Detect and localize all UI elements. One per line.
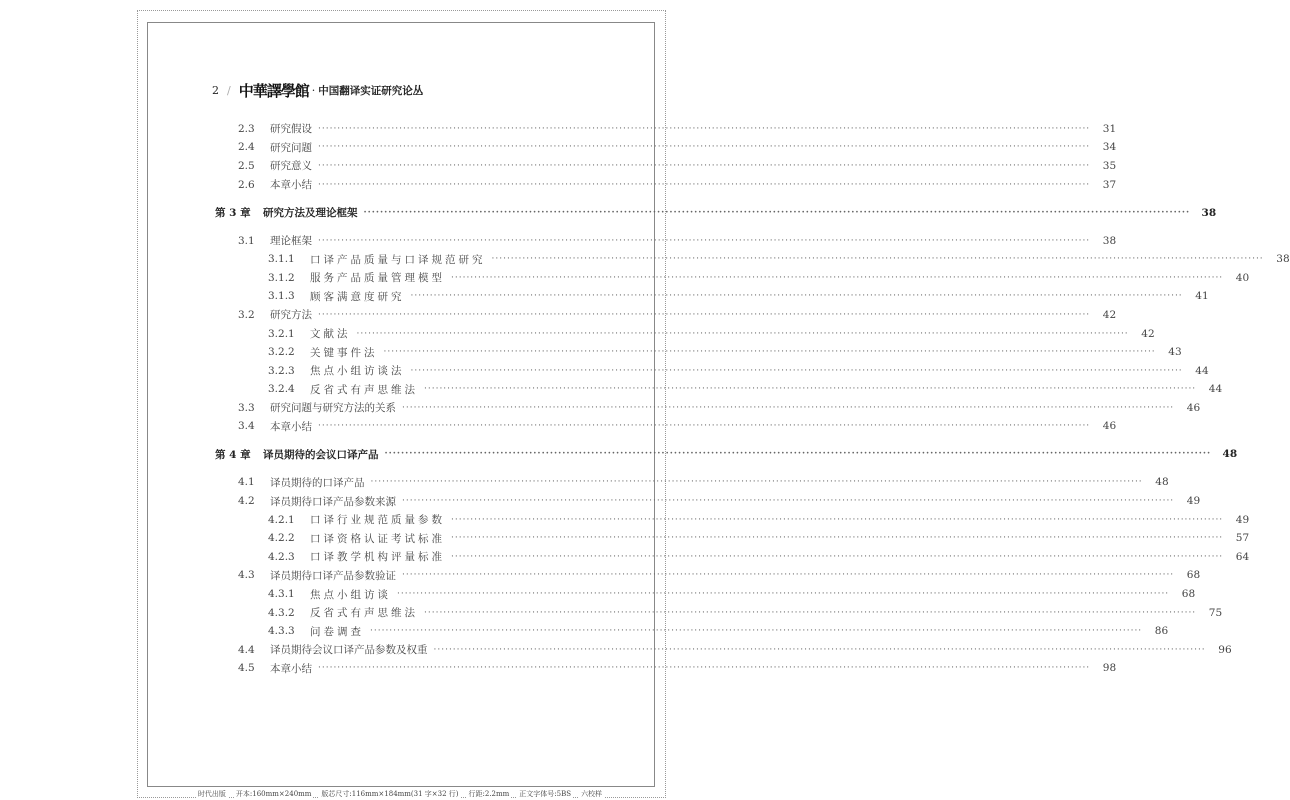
entry-title: 研究意义 (270, 160, 312, 173)
entry-page: 48 (1222, 448, 1238, 461)
entry-page: 31 (1102, 122, 1117, 135)
entry-page: 34 (1102, 141, 1117, 154)
toc-chapter[interactable] (0, 445, 1238, 464)
toc-entry[interactable] (0, 231, 1117, 250)
entry-title: 关键事件法 (310, 346, 378, 359)
footer-spec: 正文字体号:5BS (519, 790, 572, 798)
entry-number: 4.3 (238, 569, 255, 582)
footer-spec: 开本:160mm×240mm (235, 790, 312, 798)
dot-leader: ········································································································································································································ (318, 235, 1091, 246)
dot-leader: ········································································································································································································ (397, 589, 1170, 600)
toc-entry[interactable] (0, 287, 1209, 306)
entry-page: 49 (1235, 513, 1250, 526)
proof-footer (0, 789, 800, 799)
entry-number: 3.1.2 (268, 271, 295, 284)
entry-number: 2.4 (238, 141, 255, 154)
entry-page: 42 (1141, 327, 1155, 340)
entry-title: 文献法 (310, 328, 351, 341)
dot-leader: ········································································································································································································ (402, 570, 1175, 581)
dot-leader: ········································································································································································································ (318, 160, 1091, 171)
toc-entry[interactable] (0, 603, 1223, 622)
entry-page: 38 (1201, 206, 1217, 219)
footer-spec: 六校样 (581, 790, 603, 798)
entry-number: 4.2.2 (268, 532, 295, 545)
entry-title: 本章小结 (270, 179, 312, 192)
dot-leader: ········································································································································································································ (451, 551, 1224, 562)
entry-title: 译员期待口译产品参数验证 (270, 569, 396, 582)
entry-number: 4.3.2 (268, 606, 295, 619)
dot-leader: ········································································································································································································ (433, 644, 1206, 655)
entry-title: 研究问题与研究方法的关系 (270, 402, 396, 415)
entry-page: 48 (1155, 476, 1169, 489)
entry-title: 口译教学机构评量标准 (310, 551, 445, 564)
entry-page: 46 (1102, 420, 1117, 433)
toc-entry[interactable] (0, 120, 1117, 139)
entry-number: 3.1.3 (268, 290, 295, 303)
toc-entry[interactable] (0, 659, 1117, 678)
dot-leader: ········································································································································································································ (424, 607, 1197, 618)
entry-title: 译员期待会议口译产品参数及权重 (270, 644, 428, 657)
dot-leader: ········································································································································································································ (318, 179, 1091, 190)
toc-entry[interactable] (0, 250, 1290, 269)
dot-leader: ········································································································································································································ (318, 123, 1091, 134)
entry-title: 研究假设 (270, 123, 312, 136)
toc-entry[interactable] (0, 138, 1117, 157)
toc-chapter[interactable] (0, 203, 1217, 222)
footer-spec: 时代出版 (197, 790, 226, 798)
toc-entry[interactable] (0, 361, 1209, 380)
footer-spec: 版芯尺寸:116mm×184mm(31 字×32 行) (321, 790, 459, 798)
dot-leader: ········································································································································································································ (318, 142, 1091, 153)
toc-entry[interactable] (0, 268, 1250, 287)
entry-title: 口译资格认证考试标准 (310, 532, 445, 545)
table-of-contents (0, 120, 1290, 678)
entry-number: 第 4 章 (215, 448, 251, 461)
entry-title: 理论框架 (270, 235, 312, 248)
entry-number: 2.6 (238, 178, 255, 191)
entry-number: 3.1.1 (268, 253, 295, 266)
entry-number: 4.4 (238, 643, 255, 656)
toc-entry[interactable] (0, 566, 1201, 585)
entry-title: 译员期待口译产品参数来源 (270, 495, 396, 508)
entry-title: 研究方法 (270, 309, 312, 322)
entry-title: 服务产品质量管理模型 (310, 272, 445, 285)
entry-title: 焦点小组访谈 (310, 588, 391, 601)
entry-page: 75 (1208, 606, 1223, 619)
dot-leader: ········································································································································································································ (384, 449, 1212, 460)
entry-title: 本章小结 (270, 420, 312, 433)
entry-title: 研究问题 (270, 141, 312, 154)
entry-page: 68 (1181, 588, 1196, 601)
dot-leader: ········································································································································································································ (318, 663, 1091, 674)
entry-page: 96 (1218, 643, 1232, 656)
entry-page: 38 (1276, 253, 1290, 266)
toc-entry[interactable] (0, 529, 1250, 548)
toc-entry[interactable] (0, 306, 1117, 325)
entry-page: 64 (1235, 550, 1250, 563)
entry-page: 37 (1102, 178, 1117, 191)
entry-page: 46 (1186, 401, 1201, 414)
dot-leader: ········································································································································································································ (410, 365, 1183, 376)
header-slash: / (227, 84, 231, 97)
entry-title: 译员期待的口译产品 (270, 476, 365, 489)
dot-leader: ········································································································································································································ (383, 347, 1156, 358)
entry-page: 98 (1102, 662, 1117, 675)
entry-page: 86 (1154, 625, 1169, 638)
entry-page: 49 (1186, 495, 1201, 508)
entry-number: 3.2.4 (268, 383, 295, 396)
toc-entry[interactable] (0, 622, 1169, 641)
page-number: 2 (212, 84, 219, 97)
toc-entry[interactable] (0, 343, 1182, 362)
toc-entry[interactable] (0, 380, 1223, 399)
entry-number: 4.3.1 (268, 588, 295, 601)
entry-number: 2.5 (238, 159, 255, 172)
dot-leader: ········································································································································································································ (451, 533, 1224, 544)
entry-page: 68 (1186, 569, 1201, 582)
entry-page: 40 (1235, 271, 1250, 284)
entry-title: 顾客满意度研究 (310, 290, 405, 303)
entry-page: 35 (1102, 159, 1117, 172)
toc-entry[interactable] (0, 492, 1201, 511)
toc-entry[interactable] (0, 175, 1117, 194)
entry-number: 3.2.2 (268, 346, 295, 359)
entry-title: 口译产品质量与口译规范研究 (310, 253, 486, 266)
running-header (212, 80, 423, 101)
dot-leader: ········································································································································································································ (318, 421, 1091, 432)
entry-number: 3.2.1 (268, 327, 295, 340)
toc-entry[interactable] (0, 417, 1117, 436)
dot-leader: ········································································································································································································ (370, 477, 1143, 488)
dot-leader: ········································································································································································································ (318, 309, 1091, 320)
toc-entry[interactable] (0, 399, 1201, 418)
entry-number: 4.5 (238, 662, 255, 675)
dot-leader: ········································································································································································································ (402, 496, 1175, 507)
entry-title: 本章小结 (270, 662, 312, 675)
entry-page: 38 (1102, 234, 1117, 247)
dot-leader: ········································································································································································································ (363, 207, 1191, 218)
dot-leader: ········································································································································································································ (370, 626, 1143, 637)
entry-number: 2.3 (238, 122, 255, 135)
dot-leader: ········································································································································································································ (491, 254, 1264, 265)
entry-number: 3.3 (238, 401, 255, 414)
entry-page: 42 (1102, 308, 1117, 321)
entry-number: 4.1 (238, 476, 255, 489)
entry-title: 问卷调查 (310, 625, 364, 638)
entry-title: 译员期待的会议口译产品 (263, 448, 379, 461)
entry-number: 4.2.1 (268, 513, 295, 526)
dot-leader: ········································································································································································································ (402, 402, 1175, 413)
entry-title: 反省式有声思维法 (310, 383, 418, 396)
header-separator: · (311, 84, 316, 97)
footer-spec: 行距:2.2mm (468, 790, 510, 798)
toc-entry[interactable] (0, 324, 1155, 343)
dot-leader: ········································································································································································································ (424, 384, 1197, 395)
entry-number: 3.2 (238, 308, 255, 321)
entry-number: 3.1 (238, 234, 255, 247)
publisher-logo: 中華譯學館 (238, 82, 309, 100)
dot-leader: ········································································································································································································ (451, 514, 1224, 525)
toc-entry[interactable] (0, 548, 1250, 567)
entry-number: 3.4 (238, 420, 255, 433)
toc-entry[interactable] (0, 473, 1169, 492)
series-title: 中国翻译实证研究论丛 (318, 85, 424, 97)
entry-title: 反省式有声思维法 (310, 607, 418, 620)
entry-title: 口译行业规范质量参数 (310, 514, 445, 527)
dot-leader: ········································································································································································································ (410, 291, 1183, 302)
entry-number: 第 3 章 (215, 207, 251, 220)
entry-title: 研究方法及理论框架 (263, 207, 358, 220)
entry-number: 4.2.3 (268, 550, 295, 563)
entry-number: 4.2 (238, 495, 255, 508)
entry-title: 焦点小组访谈法 (310, 365, 405, 378)
entry-number: 3.2.3 (268, 364, 295, 377)
dot-leader: ········································································································································································································ (451, 272, 1224, 283)
toc-entry[interactable] (0, 510, 1250, 529)
dot-leader: ········································································································································································································ (356, 328, 1129, 339)
entry-page: 44 (1195, 364, 1209, 377)
entry-page: 44 (1208, 383, 1223, 396)
entry-page: 43 (1168, 346, 1182, 359)
toc-entry[interactable] (0, 157, 1117, 176)
entry-page: 57 (1235, 532, 1250, 545)
entry-number: 4.3.3 (268, 625, 295, 638)
toc-entry[interactable] (0, 641, 1232, 660)
entry-page: 41 (1195, 290, 1209, 303)
toc-entry[interactable] (0, 585, 1196, 604)
